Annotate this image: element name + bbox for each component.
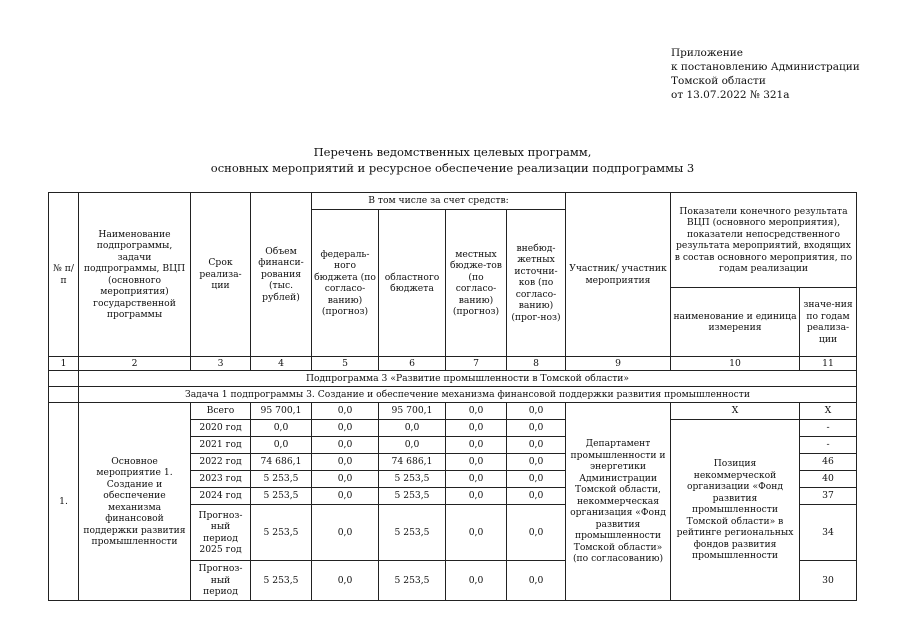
col-number: 6: [379, 357, 446, 371]
row-regional: 95 700,1: [379, 403, 446, 420]
header-regional: областного бюджета: [379, 210, 446, 357]
col-number: 1: [49, 357, 79, 371]
header-extra: внебюд-жетных источни-ков (по согласо-ванию) (прог-ноз): [507, 210, 566, 357]
total-indicator-value: Х: [800, 403, 857, 420]
row-volume: 5 253,5: [251, 471, 312, 488]
header-volume: Объем финанси-рования (тыс. рублей): [251, 193, 312, 357]
row-indicator-value: -: [800, 437, 857, 454]
col-number: 4: [251, 357, 312, 371]
header-num: № п/п: [49, 193, 79, 357]
row-local: 0,0: [446, 488, 507, 505]
header-sources: В том числе за счет средств:: [312, 193, 566, 210]
header-indicator-name: наименование и единица измерения: [671, 288, 800, 357]
row-extra: 0,0: [507, 505, 566, 561]
header-federal: федераль-ного бюджета (по согласо-ванию) (прогноз): [312, 210, 379, 357]
header-name: Наименование подпрограммы, задачи подпрограммы, ВЦП (основного мероприятия) государственной программы: [79, 193, 191, 357]
row-volume: 74 686,1: [251, 454, 312, 471]
row-regional: 0,0: [379, 437, 446, 454]
appendix-line-2: к постановлению Администрации: [671, 61, 860, 73]
row-term: Прогноз-ный период 2025 год: [191, 505, 251, 561]
title-line-1: Перечень ведомственных целевых программ,: [313, 145, 592, 159]
row-regional: 5 253,5: [379, 505, 446, 561]
row-local: 0,0: [446, 561, 507, 601]
row-local: 0,0: [446, 454, 507, 471]
row-extra: 0,0: [507, 561, 566, 601]
item-participant: Департамент промышленности и энергетики Администрации Томской области, некоммерческая организация «Фонд развития промышленности Томской области» (по согласованию): [566, 403, 671, 601]
row-local: 0,0: [446, 403, 507, 420]
row-federal: 0,0: [312, 454, 379, 471]
row-volume: 0,0: [251, 420, 312, 437]
header-indicator-values: значе-ния по годам реализа-ции: [800, 288, 857, 357]
row-volume: 0,0: [251, 437, 312, 454]
row-volume: 5 253,5: [251, 505, 312, 561]
row-extra: 0,0: [507, 454, 566, 471]
row-local: 0,0: [446, 505, 507, 561]
empty-cell: [49, 371, 79, 387]
table-row: [49, 403, 857, 420]
item-number: 1.: [49, 403, 79, 601]
header-term: Срок реализа-ции: [191, 193, 251, 357]
row-term: 2022 год: [191, 454, 251, 471]
title-line-2: основных мероприятий и ресурсное обеспечение реализации подпрограммы 3: [210, 161, 695, 175]
program-table: [48, 192, 857, 601]
col-number: 7: [446, 357, 507, 371]
row-federal: 0,0: [312, 437, 379, 454]
document-title: [0, 144, 905, 176]
row-indicator-value: 40: [800, 471, 857, 488]
col-number: 5: [312, 357, 379, 371]
row-indicator-value: 30: [800, 561, 857, 601]
column-numbers-row: [49, 357, 857, 371]
row-regional: 5 253,5: [379, 561, 446, 601]
indicator-name: Позиция некоммерческой организации «Фонд развития промышленности Томской области» в рейтинге региональных фондов развития промышленности: [671, 420, 800, 601]
row-indicator-value: -: [800, 420, 857, 437]
subprogram-title: Подпрограмма 3 «Развитие промышленности в Томской области»: [79, 371, 857, 387]
task-row: [49, 387, 857, 403]
row-federal: 0,0: [312, 505, 379, 561]
item-name: Основное мероприятие 1. Создание и обеспечение механизма финансовой поддержки развития промышленности: [79, 403, 191, 601]
col-number: 8: [507, 357, 566, 371]
row-term: 2020 год: [191, 420, 251, 437]
task-title: Задача 1 подпрограммы 3. Создание и обеспечение механизма финансовой поддержки развития промышленности: [79, 387, 857, 403]
row-regional: 5 253,5: [379, 471, 446, 488]
row-term: Прогноз-ный период: [191, 561, 251, 601]
row-extra: 0,0: [507, 403, 566, 420]
row-local: 0,0: [446, 437, 507, 454]
row-federal: 0,0: [312, 488, 379, 505]
col-number: 10: [671, 357, 800, 371]
appendix-line-4: от 13.07.2022 № 321а: [671, 89, 790, 101]
appendix-line-1: Приложение: [671, 47, 743, 59]
row-extra: 0,0: [507, 420, 566, 437]
row-volume: 95 700,1: [251, 403, 312, 420]
subprogram-row: [49, 371, 857, 387]
row-indicator-value: 46: [800, 454, 857, 471]
row-local: 0,0: [446, 471, 507, 488]
header-participant: Участник/ участник мероприятия: [566, 193, 671, 357]
col-number: 3: [191, 357, 251, 371]
row-indicator-value: 37: [800, 488, 857, 505]
row-federal: 0,0: [312, 561, 379, 601]
row-extra: 0,0: [507, 488, 566, 505]
row-volume: 5 253,5: [251, 488, 312, 505]
row-extra: 0,0: [507, 471, 566, 488]
row-federal: 0,0: [312, 471, 379, 488]
col-number: 11: [800, 357, 857, 371]
row-extra: 0,0: [507, 437, 566, 454]
row-term: 2023 год: [191, 471, 251, 488]
row-term: Всего: [191, 403, 251, 420]
empty-cell: [49, 387, 79, 403]
appendix-line-3: Томской области: [671, 75, 766, 87]
header-indicators: Показатели конечного результата ВЦП (основного мероприятия), показатели непосредственного результата мероприятий, входящих в состав основного мероприятия, по годам реализации: [671, 193, 857, 288]
row-federal: 0,0: [312, 420, 379, 437]
row-local: 0,0: [446, 420, 507, 437]
header-local: местных бюдже-тов (по согласо-ванию) (прогноз): [446, 210, 507, 357]
row-indicator-value: 34: [800, 505, 857, 561]
row-regional: 74 686,1: [379, 454, 446, 471]
appendix-header: [671, 46, 860, 102]
row-regional: 0,0: [379, 420, 446, 437]
col-number: 2: [79, 357, 191, 371]
row-term: 2021 год: [191, 437, 251, 454]
row-volume: 5 253,5: [251, 561, 312, 601]
total-indicator-name: Х: [671, 403, 800, 420]
col-number: 9: [566, 357, 671, 371]
row-term: 2024 год: [191, 488, 251, 505]
row-regional: 5 253,5: [379, 488, 446, 505]
row-federal: 0,0: [312, 403, 379, 420]
